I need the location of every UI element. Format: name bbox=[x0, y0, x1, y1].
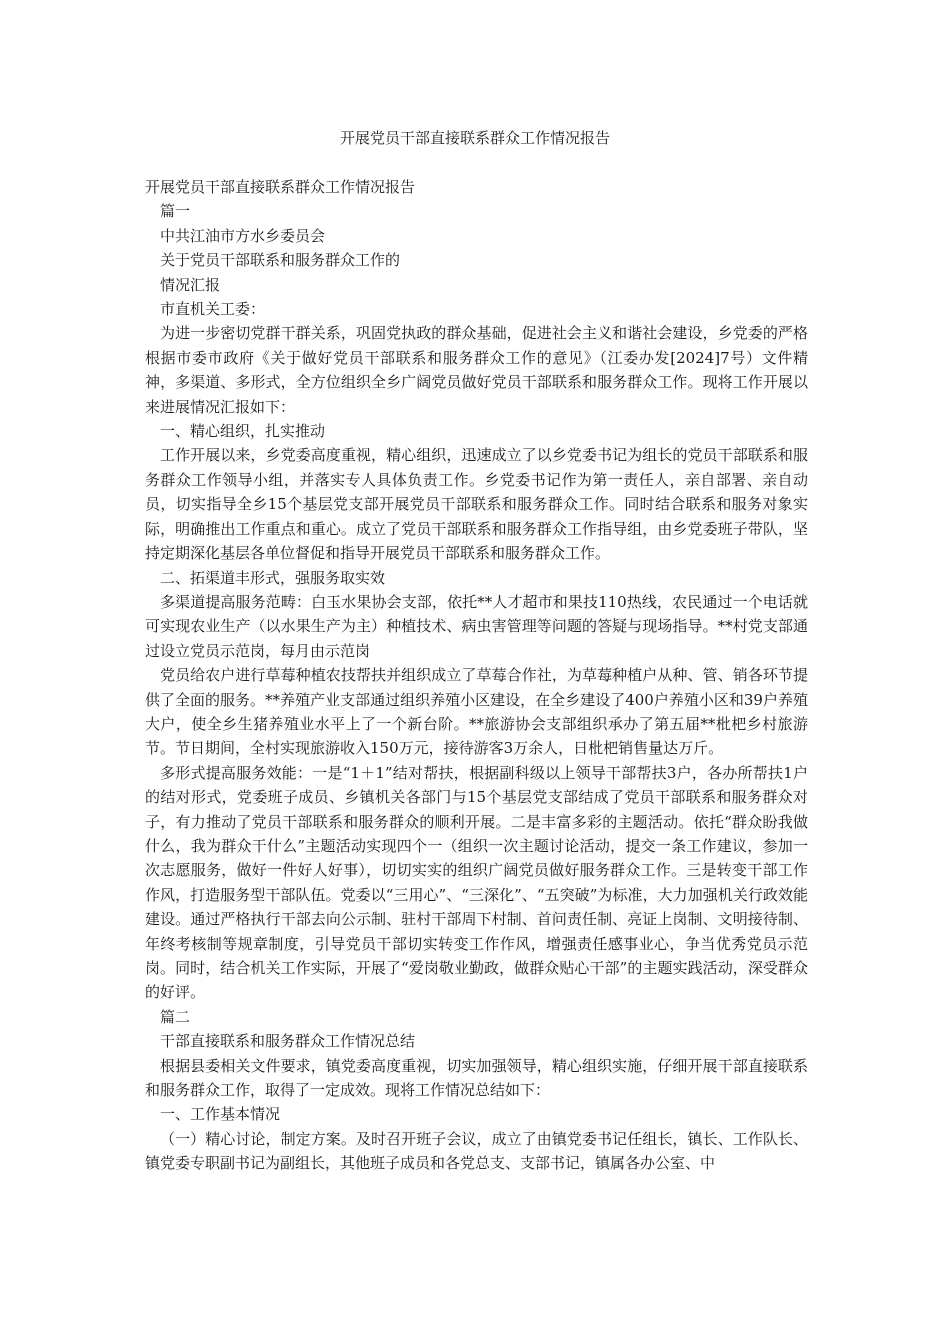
section-label: 篇二 bbox=[160, 1007, 191, 1026]
paragraph: 开展党员干部直接联系群众工作情况报告 bbox=[145, 178, 416, 196]
heading: 一、工作基本情况 bbox=[160, 1105, 281, 1124]
document-body bbox=[145, 175, 808, 1176]
paragraph: 情况汇报 bbox=[160, 275, 221, 294]
paragraph: 干部直接联系和服务群众工作情况总结 bbox=[160, 1032, 416, 1051]
paragraph: 党员给农户进行草莓种植农技帮扶并组织成立了草莓合作社，为草莓种植户从种、管、销各环节提供了全面的服务。**养殖产业支部通过组织养殖小区建设，在全乡建设了400户养殖小区和39户养殖大户，使全乡生猪养殖业水平上了一个新台阶。**旅游协会支部组织承办了第五届**枇杷乡村旅游节。节日期间，全村实现旅游收入150万元，接待游客3万余人，日枇杷销售量达万斤。 bbox=[145, 666, 808, 758]
heading: 二、拓渠道丰形式，强服务取实效 bbox=[160, 568, 386, 587]
document-title: 开展党员干部直接联系群众工作情况报告 bbox=[339, 129, 610, 147]
paragraph: （一）精心讨论，制定方案。及时召开班子会议，成立了由镇党委书记任组长，镇长、工作队长、镇党委专职副书记为副组长，其他班子成员和各党总支、支部书记，镇属各办公室、中 bbox=[145, 1129, 808, 1173]
paragraph: 根据县委相关文件要求，镇党委高度重视，切实加强领导，精心组织实施，仔细开展干部直接联系和服务群众工作，取得了一定成效。现将工作情况总结如下： bbox=[145, 1056, 808, 1100]
paragraph: 市直机关工委： bbox=[160, 300, 266, 319]
paragraph: 为进一步密切党群干群关系，巩固党执政的群众基础，促进社会主义和谐社会建设，乡党委的严格根据市委市政府《关于做好党员干部联系和服务群众工作的意见》（江委办发[2024]7号）文件精神，多渠道、多形式，全方位组织全乡广阔党员做好党员干部联系和服务群众工作。现将工作开展以来进展情况汇报如下： bbox=[145, 324, 808, 416]
paragraph: 多形式提高服务效能：一是“1＋1”结对帮扶，根据副科级以上领导干部帮扶3户，各办所帮扶1户的结对形式，党委班子成员、乡镇机关各部门与15个基层党支部结成了党员干部联系和服务群众对子，有力推动了党员干部联系和服务群众的顺利开展。二是丰富多彩的主题活动。依托“群众盼我做什么，我为群众干什么”主题活动实现四个一（组织一次主题讨论活动，提交一条工作建议，参加一次志愿服务，做好一件好人好事），切切实实的组织广阔党员做好服务群众工作。三是转变干部工作作风，打造服务型干部队伍。党委以“三用心”、“三深化”、“五突破”为标准，大力加强机关行政效能建设。通过严格执行干部去向公示制、驻村干部周下村制、首问责任制、亮证上岗制、文明接待制、年终考核制等规章制度，引导党员干部切实转变工作作风，增强责任感事业心，争当优秀党员示范岗。同时，结合机关工作实际，开展了“爱岗敬业勤政，做群众贴心干部”的主题实践活动，深受群众的好评。 bbox=[145, 763, 808, 1002]
paragraph: 多渠道提高服务范畴：白玉水果协会支部，依托**人才超市和果技110热线，农民通过一个电话就可实现农业生产（以水果生产为主）种植技术、病虫害管理等问题的答疑与现场指导。**村党支部通过设立党员示范岗，每月由示范岗 bbox=[145, 592, 808, 660]
section-label: 篇一 bbox=[160, 202, 191, 221]
heading: 一、精心组织，扎实推动 bbox=[160, 422, 326, 441]
paragraph: 中共江油市方水乡委员会 bbox=[160, 226, 326, 245]
paragraph: 工作开展以来，乡党委高度重视，精心组织，迅速成立了以乡党委书记为组长的党员干部联系和服务群众工作领导小组，并落实专人具体负责工作。乡党委书记作为第一责任人，亲自部署、亲自动员，切实指导全乡15个基层党支部开展党员干部联系和服务群众工作。同时结合联系和服务对象实际，明确推出工作重点和重心。成立了党员干部联系和服务群众工作指导组，由乡党委班子带队，坚持定期深化基层各单位督促和指导开展党员干部联系和服务群众工作。 bbox=[145, 446, 808, 563]
paragraph: 关于党员干部联系和服务群众工作的 bbox=[160, 251, 401, 270]
